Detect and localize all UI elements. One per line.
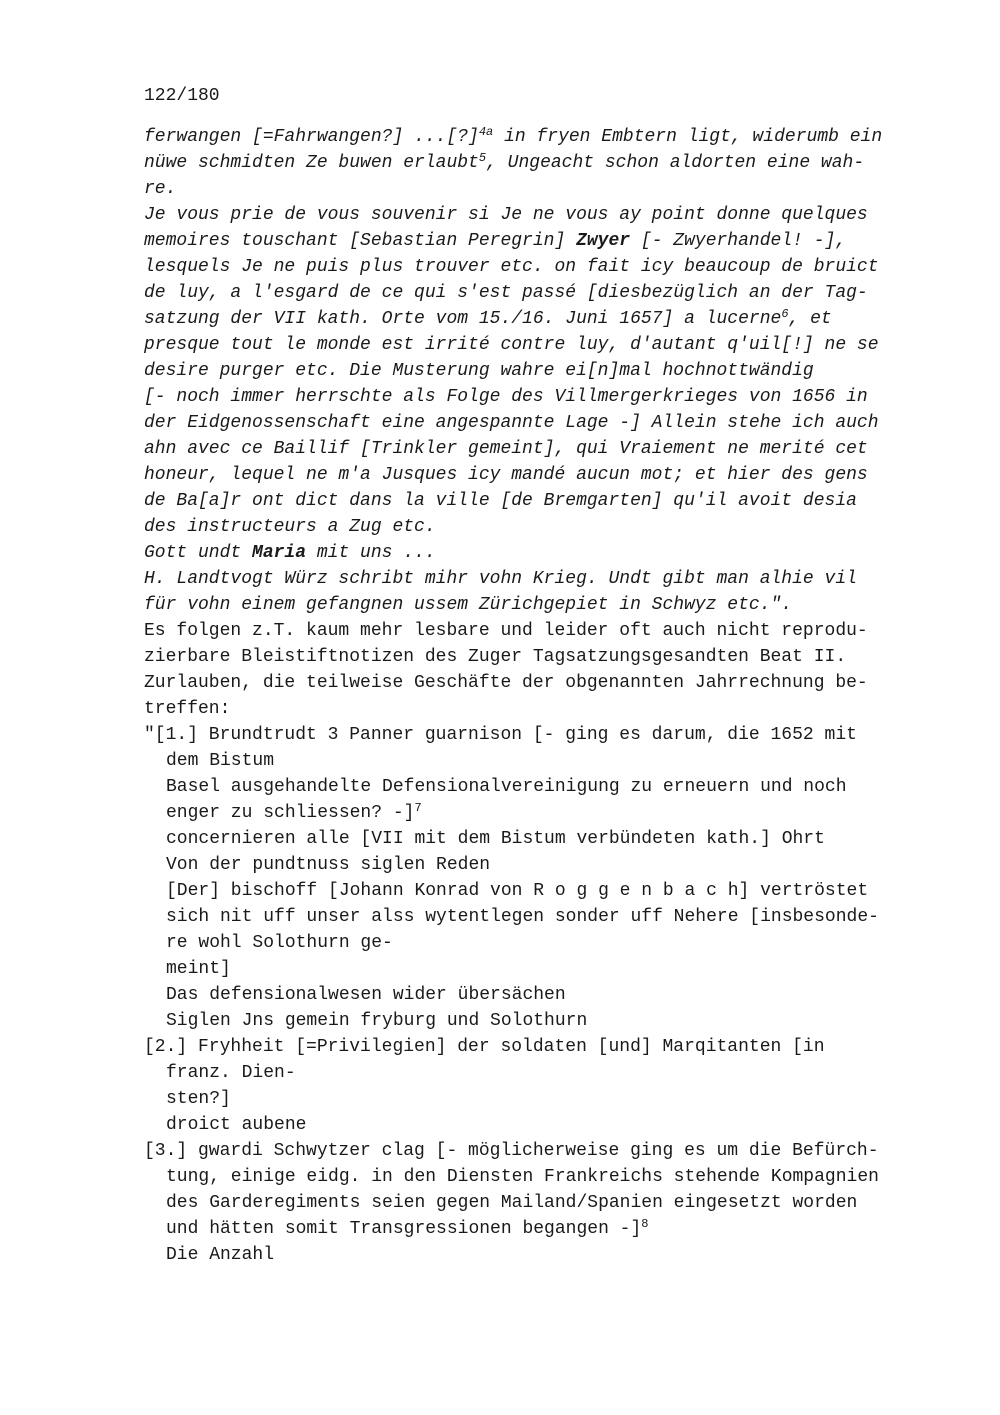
note-item-1: "[1.] Brundtrudt 3 Panner guarnison [- ging es darum, die 1652 mit xyxy=(144,725,857,745)
text-line: zierbare Bleistiftnotizen des Zuger Tagsatzungsgesandten Beat II. xyxy=(144,647,847,667)
text-line: honeur, lequel ne m'a Jusques icy mandé aucun mot; et hier des gens xyxy=(144,465,868,485)
text-line: H. Landtvogt Würz schribt mihr vohn Krieg. Undt gibt man alhie vil xyxy=(144,569,857,589)
text-line: droict aubene xyxy=(166,1115,307,1135)
text-span: nüwe schmidten Ze buwen erlaubt xyxy=(144,153,479,173)
text-span: satzung der VII kath. Orte vom 15./16. Juni 1657] a lucerne xyxy=(144,309,782,329)
text-span: [- Zwyerhandel! -], xyxy=(630,231,847,251)
text-span: in fryen Embtern ligt, widerumb ein xyxy=(493,127,883,147)
text-line: treffen: xyxy=(144,699,231,719)
text-line: re wohl Solothurn ge- xyxy=(166,933,393,953)
text-line: re. xyxy=(144,179,177,199)
text-line: meint] xyxy=(166,959,231,979)
text-line: Basel ausgehandelte Defensionalvereinigung zu erneuern und noch xyxy=(166,777,847,797)
text-line: Es folgen z.T. kaum mehr lesbare und leider oft auch nicht reprodu- xyxy=(144,621,868,641)
text-line: desire purger etc. Die Musterung wahre ei[n]mal hochnottwändig xyxy=(144,361,814,381)
text-line: concernieren alle [VII mit dem Bistum verbündeten kath.] Ohrt xyxy=(166,829,825,849)
text-line: Von der pundtnuss siglen Reden xyxy=(166,855,491,875)
text-line: de luy, a l'esgard de ce qui s'est passé [diesbezüglich an der Tag- xyxy=(144,283,868,303)
text-line: Das defensionalwesen wider übersächen xyxy=(166,985,566,1005)
text-line xyxy=(144,124,934,150)
text-line xyxy=(144,150,934,176)
text-line: [Der] bischoff [Johann Konrad von R o g g e n b a c h] vertröstet xyxy=(166,881,869,901)
text-line: Die Anzahl xyxy=(166,1245,275,1265)
bold-name: Zwyer xyxy=(576,231,631,251)
page-number: 122/180 xyxy=(144,86,220,106)
text-line: franz. Dien- xyxy=(166,1063,296,1083)
text-line: des instructeurs a Zug etc. xyxy=(144,517,436,537)
text-line: ahn avec ce Baillif [Trinkler gemeint], qui Vraiement ne merité cet xyxy=(144,439,868,459)
text-span: , Ungeacht schon aldorten eine wah- xyxy=(486,153,865,173)
footnote-ref: 6 xyxy=(781,307,789,321)
text-line: [- noch immer herrschte als Folge des Villmergerkrieges von 1656 in xyxy=(144,387,868,407)
text-line: sten?] xyxy=(166,1089,231,1109)
text-span: ferwangen [=Fahrwangen?] ...[?] xyxy=(144,127,479,147)
text-line xyxy=(144,1216,934,1242)
text-line: Zurlauben, die teilweise Geschäfte der obgenannten Jahrrechnung be- xyxy=(144,673,868,693)
text-span: memoires touschant [Sebastian Peregrin] xyxy=(144,231,577,251)
text-line: Je vous prie de vous souvenir si Je ne vous ay point donne quelques xyxy=(144,205,868,225)
text-line: des Garderegiments seien gegen Mailand/Spanien eingesetzt worden xyxy=(166,1193,858,1213)
footnote-ref: 4a xyxy=(478,125,494,139)
text-line: dem Bistum xyxy=(166,751,275,771)
text-line xyxy=(144,540,934,566)
pencil-notes xyxy=(144,722,934,1268)
footnote-ref: 7 xyxy=(414,801,422,815)
text-line xyxy=(144,800,934,826)
text-line xyxy=(144,228,934,254)
text-span: und hätten somit Transgressionen begangen -] xyxy=(166,1219,642,1239)
text-line: tung, einige eidg. in den Diensten Frankreichs stehende Kompagnien xyxy=(166,1167,879,1187)
note-item-3: [3.] gwardi Schwytzer clag [- möglicherweise ging es um die Befürch- xyxy=(144,1141,879,1161)
footnote-ref: 5 xyxy=(478,151,487,165)
note-item-2: [2.] Fryhheit [=Privilegien] der soldaten [und] Marqitanten [in xyxy=(144,1037,825,1057)
text-line: sich nit uff unser alss wytentlegen sonder uff Nehere [insbesonde- xyxy=(166,907,879,927)
text-line: presque tout le monde est irrité contre luy, d'autant q'uil[!] ne se xyxy=(144,335,879,355)
editorial-paragraph xyxy=(144,618,934,722)
italic-quote-block xyxy=(144,124,934,618)
text-span: Gott undt xyxy=(144,543,253,563)
text-line: der Eidgenossenschaft eine angespannte Lage -] Allein stehe ich auch xyxy=(144,413,879,433)
bold-name: Maria xyxy=(252,543,307,563)
text-span: mit uns ... xyxy=(306,543,436,563)
text-line xyxy=(144,306,934,332)
text-line: lesquels Je ne puis plus trouver etc. on fait icy beaucoup de bruict xyxy=(144,257,879,277)
text-span: , et xyxy=(788,309,832,329)
text-line: de Ba[a]r ont dict dans la ville [de Bremgarten] qu'il avoit desia xyxy=(144,491,857,511)
text-line: Siglen Jns gemein fryburg und Solothurn xyxy=(166,1011,588,1031)
text-line: für vohn einem gefangnen ussem Zürichgepiet in Schwyz etc.". xyxy=(144,595,793,615)
text-span: enger zu schliessen? -] xyxy=(166,803,415,823)
footnote-ref: 8 xyxy=(641,1217,649,1231)
document-body xyxy=(144,124,934,1268)
